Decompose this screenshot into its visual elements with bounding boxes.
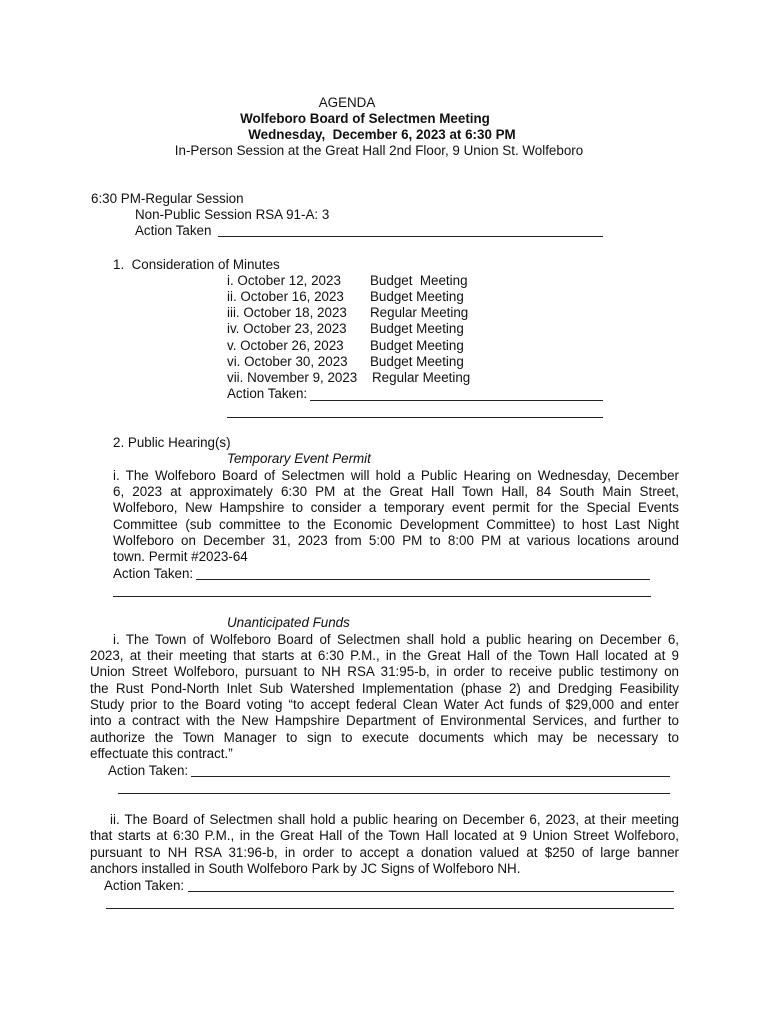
unanticipated-text-first: i. The Town of Wolfeboro Board of Selectmen shall hold a public hearing on December 6, (113, 632, 679, 647)
unanticipated-text-last: effectuate this contract.” (90, 746, 233, 761)
temp-event-text-line: Wolfeboro on December 31, 2023 from 5:00 PM to 8:00 PM at various locations around (113, 533, 679, 548)
donation-text-line: pursuant to NH RSA 31:96-b, in order to accept a donation valued at $250 of large banner (90, 845, 679, 860)
minutes-date: ii. October 16, 2023 (227, 289, 344, 304)
minutes-date: vi. October 30, 2023 (227, 354, 348, 369)
minutes-date: i. October 12, 2023 (227, 273, 341, 288)
temp-event-text-line: Wolfeboro, New Hampshire to consider a temporary event permit for the Special Events (113, 500, 679, 515)
nonpublic-session: Non-Public Session RSA 91-A: 3 (135, 207, 330, 222)
temp-event-subheading: Temporary Event Permit (227, 451, 371, 466)
unanticipated-action-line (191, 776, 670, 777)
temp-event-text-line: i. The Wolfeboro Board of Selectmen will hold a Public Hearing on Wednesday, December (113, 468, 679, 483)
unanticipated-text-line: authorize the Town Manager to sign to execute documents which may be necessary to (90, 730, 679, 745)
minutes-action-line-2 (227, 417, 603, 418)
minutes-date: iv. October 23, 2023 (227, 321, 347, 336)
minutes-type: Budget Meeting (370, 273, 468, 288)
unanticipated-action-label: Action Taken: (108, 763, 189, 778)
unanticipated-text-line: 2023, at their meeting that starts at 6:30 P.M., in the Great Hall of the Town Hall located at 9 (90, 648, 679, 663)
donation-action-line (188, 891, 674, 892)
minutes-action-line (310, 400, 603, 401)
hearings-heading: 2. Public Hearing(s) (113, 435, 231, 450)
minutes-type: Budget Meeting (370, 289, 464, 304)
temp-event-text-line: 6, 2023 at approximately 6:30 PM at the Great Hall Town Hall, 84 South Main Street, (113, 484, 679, 499)
temp-event-action-label: Action Taken: (113, 566, 194, 581)
regular-session-heading: 6:30 PM-Regular Session (91, 191, 244, 206)
nonpublic-action-label: Action Taken (135, 223, 216, 238)
unanticipated-text-line: the Rust Pond-North Inlet Sub Watershed Implementation (phase 2) and Dredging Feasibility (90, 681, 679, 696)
temp-event-text-line: Committee (sub committee to the Economic Development Committee) to host Last Night (113, 517, 679, 532)
minutes-date: iii. October 18, 2023 (227, 305, 347, 320)
donation-text-line: that starts at 6:30 P.M., in the Great Hall of the Town Hall located at 9 Union Street Wolfeboro, (90, 828, 679, 843)
donation-action-line-2 (106, 908, 674, 909)
temp-event-action-line (196, 579, 650, 580)
minutes-action-label: Action Taken: (227, 386, 308, 401)
minutes-date: v. October 26, 2023 (227, 338, 344, 353)
minutes-type: Budget Meeting (370, 321, 464, 336)
temp-event-text-last: town. Permit #2023-64 (113, 549, 248, 564)
minutes-heading: 1. Consideration of Minutes (113, 257, 280, 272)
unanticipated-action-line-2 (118, 793, 670, 794)
minutes-type: Budget Meeting (370, 354, 464, 369)
temp-event-action-line-2 (113, 596, 651, 597)
unanticipated-subheading: Unanticipated Funds (227, 615, 350, 630)
minutes-date: vii. November 9, 2023 (227, 370, 358, 385)
minutes-type: Regular Meeting (370, 305, 469, 320)
minutes-type: Regular Meeting (372, 370, 471, 385)
minutes-type: Budget Meeting (370, 338, 464, 353)
meeting-title: Wolfeboro Board of Selectmen Meeting (240, 111, 490, 126)
meeting-location: In-Person Session at the Great Hall 2nd Floor, 9 Union St. Wolfeboro (174, 143, 584, 158)
unanticipated-text-line: Union Street Wolfeboro, pursuant to NH RSA 31:95-b, in order to receive public testimony on (90, 664, 679, 679)
unanticipated-text-line: Study prior to the Board voting “to accept federal Clean Water Act funds of $29,000 and enter (90, 697, 679, 712)
donation-text-last: anchors installed in South Wolfeboro Park by JC Signs of Wolfeboro NH. (90, 861, 521, 876)
meeting-date: Wednesday, December 6, 2023 at 6:30 PM (248, 127, 516, 142)
nonpublic-action-line (218, 236, 603, 237)
agenda-label: AGENDA (318, 95, 376, 110)
donation-text-first: ii. The Board of Selectmen shall hold a public hearing on December 6, 2023, at their meeting (110, 812, 679, 827)
donation-action-label: Action Taken: (104, 878, 185, 893)
unanticipated-text-line: into a contract with the New Hampshire Department of Environmental Services, and further to (90, 713, 679, 728)
